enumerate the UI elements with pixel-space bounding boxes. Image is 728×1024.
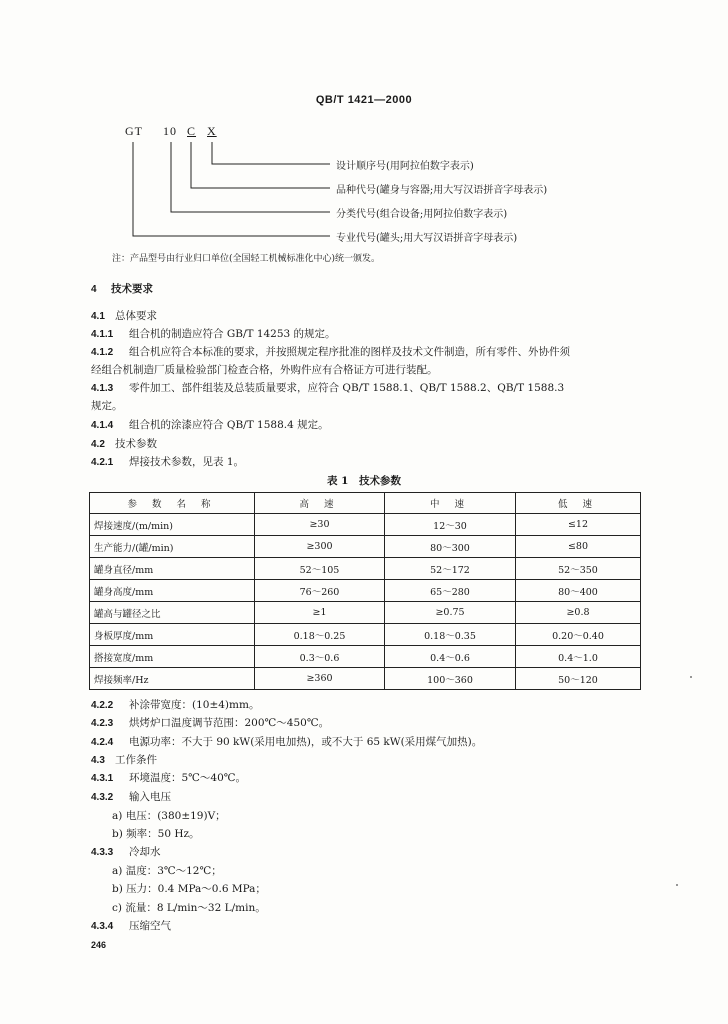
table-cell: 0.3～0.6 [255,646,385,668]
table-cell: ≥30 [255,514,385,536]
section-4-3-3-c: c) 流量：8 L/min～32 L/min。 [112,902,266,914]
table-cell: 0.18～0.35 [385,624,516,646]
table-cell: 生产能力/(罐/min) [90,536,255,558]
section-4-1-3-cont: 规定。 [91,400,123,412]
table-cell: 100～360 [385,668,516,690]
table-cell: ≥360 [255,668,385,690]
table-cell: 12～30 [385,514,516,536]
table-caption: 表 1 技术参数 [327,475,401,487]
table-cell: ≥1 [255,602,385,624]
section-4-3: 4.3 工作条件 [91,754,157,766]
section-4-1-2-cont: 经组合机制造厂质量检验部门检查合格，外购件应有合格证方可进行装配。 [91,364,438,376]
section-4-2-1: 4.2.1 焊接技术参数，见表 1。 [91,456,245,468]
table-cell: 52～105 [255,558,385,580]
table-cell: 52～172 [385,558,516,580]
table-cell: 罐高与罐径之比 [90,602,255,624]
table-cell: 50～120 [516,668,641,690]
table-header-cell: 低 速 [516,493,641,514]
table-cell: 焊接频率/Hz [90,668,255,690]
section-4-2: 4.2 技术参数 [91,438,157,450]
table-row [90,602,641,624]
table-row [90,558,641,580]
table-header-cell: 高 速 [255,493,385,514]
table-cell: 身板厚度/mm [90,624,255,646]
section-4-1: 4.1 总体要求 [91,310,157,322]
section-4-3-3-a: a) 温度：3℃～12℃； [112,865,222,877]
section-4-3-3: 4.3.3 冷却水 [91,846,161,858]
section-4-1-1: 4.1.1 组合机的制造应符合 GB/T 14253 的规定。 [91,328,336,340]
table-row [90,580,641,602]
code-part-c: C [187,124,197,138]
scan-speck [690,676,692,678]
table-row [90,624,641,646]
section-4-2-3: 4.2.3 烘烤炉口温度调节范围：200℃～450℃。 [91,717,330,729]
page-header: QB/T 1421—2000 [315,94,413,106]
table-header-row [90,493,641,514]
table-cell: ≤12 [516,514,641,536]
table-cell: 0.18～0.25 [255,624,385,646]
code-label-specialty: 专业代号(罐头;用大写汉语拼音字母表示) [336,233,518,244]
table-cell: 0.20～0.40 [516,624,641,646]
table-cell: 76～260 [255,580,385,602]
table-row [90,536,641,558]
table-cell: 罐身直径/mm [90,558,255,580]
table-cell: 搭接宽度/mm [90,646,255,668]
page-number: 246 [91,940,107,950]
code-connector-lines [0,0,728,260]
table-row [90,514,641,536]
table-cell: 罐身高度/mm [90,580,255,602]
table-cell: ≥0.75 [385,602,516,624]
table-cell: ≤80 [516,536,641,558]
section-4-2-4: 4.2.4 电源功率：不大于 90 kW(采用电加热)，或不大于 65 kW(采用煤气加热)。 [91,736,483,748]
table-header-cell: 中 速 [385,493,516,514]
table-cell: 焊接速度/(m/min) [90,514,255,536]
table-cell: ≥0.8 [516,602,641,624]
code-label-design-seq: 设计顺序号(用阿拉伯数字表示) [336,161,474,172]
code-note: 注：产品型号由行业归口单位(全国轻工机械标准化中心)统一颁发。 [112,254,381,264]
table-cell: 65～280 [385,580,516,602]
section-4-3-3-b: b) 压力：0.4 MPa～0.6 MPa； [112,883,266,895]
section-4-1-2: 4.1.2 组合机应符合本标准的要求，并按照规定程序批准的图样及技术文件制造，所有零件、外协件须 [91,346,570,358]
section-4-1-3: 4.1.3 零件加工、部件组装及总装质量要求，应符合 QB/T 1588.1、QB/T 1588.2、QB/T 1588.3 [91,382,565,394]
section-4-3-2-b: b) 频率：50 Hz。 [112,828,200,840]
table-cell: 0.4～0.6 [385,646,516,668]
table-cell: ≥300 [255,536,385,558]
params-table [89,492,641,690]
table-cell: 80～300 [385,536,516,558]
table-cell: 80～400 [516,580,641,602]
section-4: 4 技术要求 [91,283,153,295]
table-cell: 52～350 [516,558,641,580]
table-row [90,668,641,690]
section-4-3-2-a: a) 电压：(380±19)V； [112,810,226,822]
code-label-category: 分类代号(组合设备;用阿拉伯数字表示) [336,209,508,220]
section-4-3-1: 4.3.1 环境温度：5℃～40℃。 [91,772,247,784]
scan-speck [676,884,678,886]
section-4-1-4: 4.1.4 组合机的涂漆应符合 QB/T 1588.4 规定。 [91,419,329,431]
table-header-cell: 参 数 名 称 [90,493,255,514]
table-cell: 0.4～1.0 [516,646,641,668]
code-part-gt: GT [125,124,143,138]
code-part-10: 10 [163,124,177,138]
section-4-3-2: 4.3.2 输入电压 [91,791,171,803]
code-label-variety: 品种代号(罐身与容器;用大写汉语拼音字母表示) [336,185,548,196]
section-4-2-2: 4.2.2 补涂带宽度：(10±4)mm。 [91,699,260,711]
section-4-3-4: 4.3.4 压缩空气 [91,920,171,932]
code-part-x: X [207,124,217,138]
table-row [90,646,641,668]
